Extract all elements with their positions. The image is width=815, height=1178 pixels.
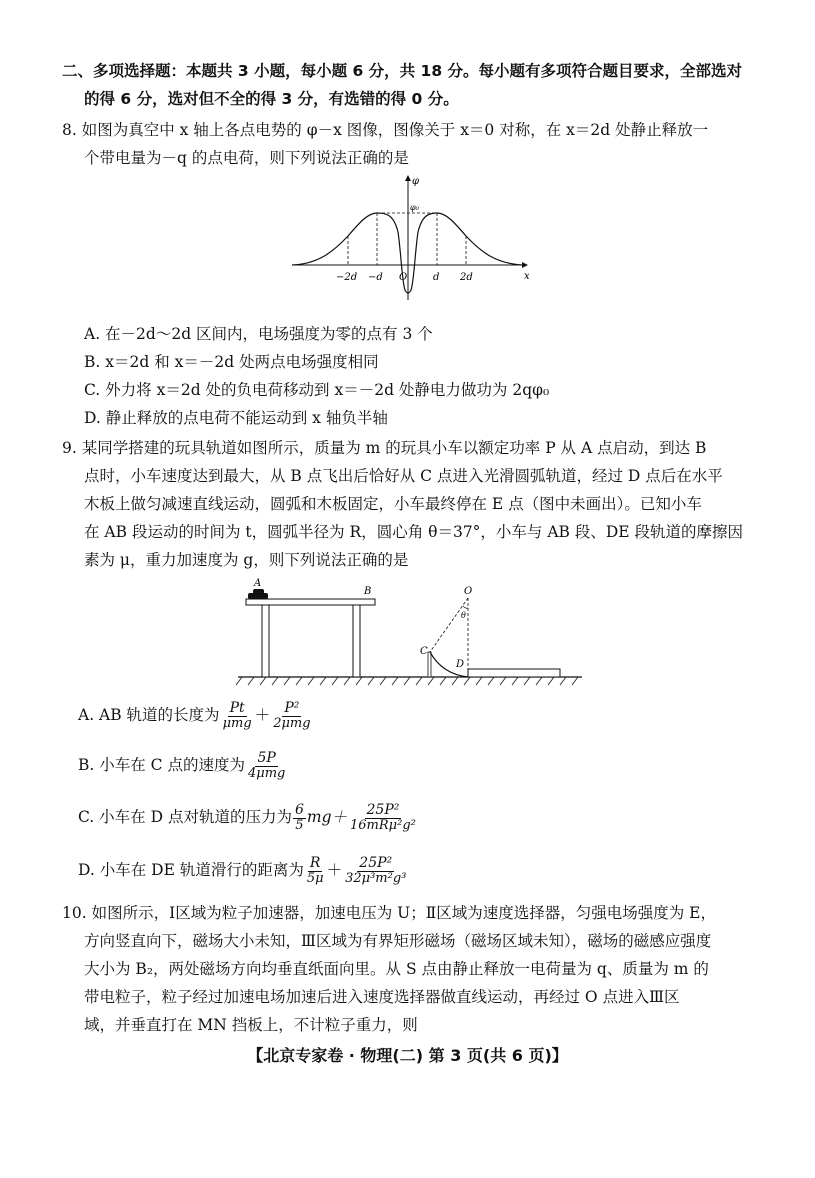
denominator: 4μmg <box>247 766 286 782</box>
q9-stem-line2: 点时，小车速度达到最大，从 B 点飞出后恰好从 C 点进入光滑圆弧轨道，经过 D 点后在水平 <box>84 467 723 485</box>
q8-option-d: D. 静止释放的点电荷不能运动到 x 轴负半轴 <box>84 409 388 427</box>
q9-option-b-prefix: B. 小车在 C 点的速度为 <box>78 756 245 775</box>
q8-stem-line1: 8. 如图为真空中 x 轴上各点电势的 φ－x 图像，图像关于 x＝0 对称，在 x＝2d 处静止释放一 <box>62 121 709 139</box>
label-theta: θ <box>461 611 466 620</box>
q10-stem-line3: 大小为 B₂，两处磁场方向均垂直纸面向里。从 S 点由静止释放一电荷量为 q、质量为 m 的 <box>84 960 709 978</box>
section-header-line2: 的得 6 分，选对但不全的得 3 分，有选错的得 0 分。 <box>84 90 459 108</box>
q9-option-d <box>78 855 409 887</box>
denominator: 2μmg <box>273 716 311 732</box>
fraction <box>305 855 326 887</box>
label-o: O <box>464 586 473 597</box>
q8-stem-line2: 个带电量为－q 的点电荷，则下列说法正确的是 <box>84 149 409 167</box>
label-d: D <box>456 659 465 670</box>
q9-stem-line5: 素为 μ，重力加速度为 g，则下列说法正确的是 <box>84 551 409 569</box>
q9-option-c <box>78 802 419 834</box>
arc-support <box>428 652 431 677</box>
denominator: 16mRμ²g² <box>350 818 416 834</box>
fraction <box>293 802 306 834</box>
denominator: 5μ <box>306 871 324 887</box>
denominator: μmg <box>222 716 252 732</box>
label-c: C <box>420 646 428 657</box>
q10-stem-line1: 10. 如图所示，Ⅰ区域为粒子加速器，加速电压为 U；Ⅱ区域为速度选择器，匀强电场强度为 E， <box>62 904 716 922</box>
tick-neg-d: −d <box>368 272 383 283</box>
tick-neg-2d: −2d <box>336 272 358 283</box>
table-leg-left <box>262 605 269 677</box>
numerator: R <box>309 855 321 871</box>
toy-car-top <box>253 589 264 594</box>
q9-stem-line4: 在 AB 段运动的时间为 t，圆弧半径为 R，圆心角 θ＝37°，小车与 AB 段、DE 段轨道的摩擦因 <box>84 523 744 541</box>
section-header-line1: 二、多项选择题：本题共 3 小题，每小题 6 分，共 18 分。每小题有多项符合题目要求，全部选对 <box>62 62 743 80</box>
table-leg-right <box>353 605 360 677</box>
q9-option-a <box>78 700 314 732</box>
y-axis-label: φ <box>412 176 420 187</box>
tick-origin: O <box>399 272 408 283</box>
peak-label: φ₀ <box>410 203 419 212</box>
y-axis-arrow <box>405 175 411 181</box>
table-top-ab <box>246 599 375 605</box>
ground-hatch <box>236 677 578 685</box>
q10-stem-line4: 带电粒子，粒子经过加速电场加速后进入速度选择器做直线运动，再经过 O 点进入Ⅲ区 <box>84 988 680 1006</box>
numerator: P² <box>284 700 300 716</box>
q8-option-a: A. 在－2d～2d 区间内，电场强度为零的点有 3 个 <box>84 325 433 343</box>
numerator: 5P <box>257 750 276 766</box>
fraction <box>348 802 418 834</box>
q10-stem-line5: 域，并垂直打在 MN 挡板上，不计粒子重力，则 <box>84 1016 418 1034</box>
fraction <box>246 750 287 782</box>
q8-potential-graph <box>288 172 533 302</box>
fraction <box>343 855 408 887</box>
numerator: 25P² <box>366 802 400 818</box>
numerator: 25P² <box>359 855 393 871</box>
fraction <box>271 700 312 732</box>
q9-track-diagram <box>232 576 587 688</box>
q9-option-a-prefix: A. AB 轨道的长度为 <box>78 706 220 725</box>
x-axis-label: x <box>524 271 530 282</box>
plus-sign: ＋ <box>254 706 271 725</box>
mg-plus: mg＋ <box>306 808 347 827</box>
plus-sign: ＋ <box>326 861 343 880</box>
denominator: 5 <box>295 818 304 834</box>
fraction <box>221 700 254 732</box>
q8-option-b: B. x＝2d 和 x＝－2d 处两点电场强度相同 <box>84 353 379 371</box>
label-a: A <box>254 578 262 589</box>
q8-option-c: C. 外力将 x＝2d 处的负电荷移动到 x＝－2d 处静电力做功为 2qφ₀ <box>84 381 550 399</box>
tick-pos-2d: 2d <box>460 272 473 283</box>
q9-stem-line1: 9. 某同学搭建的玩具轨道如图所示，质量为 m 的玩具小车以额定功率 P 从 A 点启动，到达 B <box>62 439 707 457</box>
numerator: 6 <box>294 802 304 818</box>
wooden-board-de <box>468 669 560 677</box>
page-footer: 【北京专家卷 · 物理(二) 第 3 页(共 6 页)】 <box>247 1046 568 1065</box>
q9-option-d-prefix: D. 小车在 DE 轨道滑行的距离为 <box>78 861 304 880</box>
label-b: B <box>364 586 372 597</box>
angle-mark <box>463 606 468 608</box>
q9-option-c-prefix: C. 小车在 D 点对轨道的压力为 <box>78 808 292 827</box>
denominator: 32μ³m²g³ <box>345 871 407 887</box>
q9-option-b <box>78 750 288 782</box>
radius-oc <box>430 598 468 652</box>
q10-stem-line2: 方向竖直向下，磁场大小未知，Ⅲ区域为有界矩形磁场（磁场区域未知），磁场的磁感应强度 <box>84 932 712 950</box>
numerator: Pt <box>229 700 245 716</box>
tick-pos-d: d <box>433 272 440 283</box>
q9-stem-line3: 木板上做匀减速直线运动，圆弧和木板固定，小车最终停在 E 点（图中未画出）。已知小车 <box>84 495 702 513</box>
